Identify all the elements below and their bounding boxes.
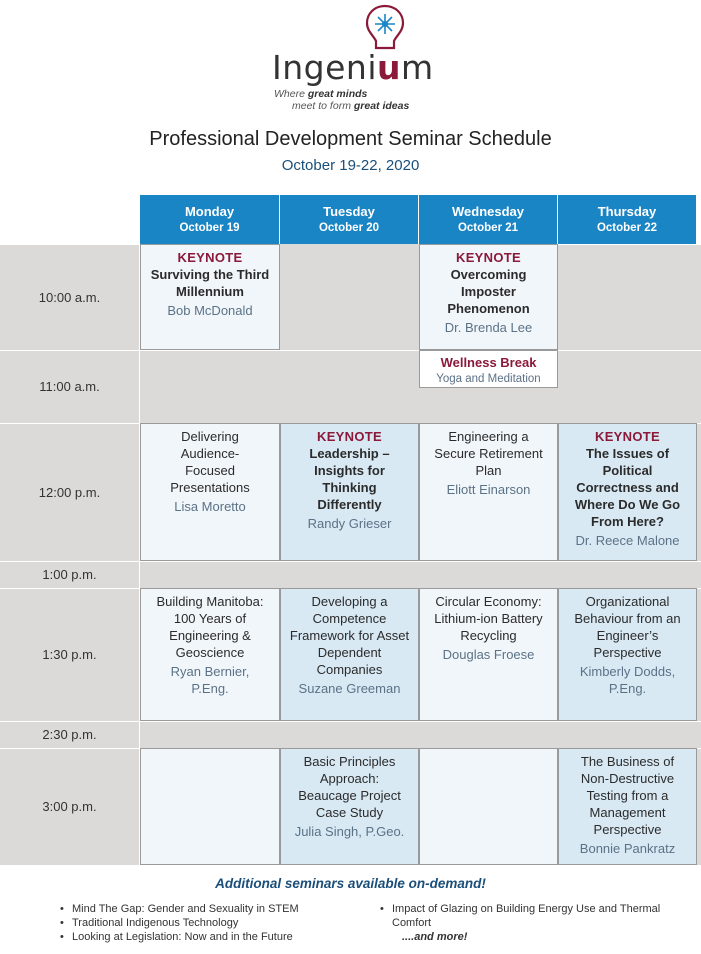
on-demand-list-left bbox=[58, 902, 358, 944]
on-demand-heading: Additional seminars available on-demand! bbox=[215, 876, 486, 891]
session-title: The Issues of Political Correctness and Where Do We Go From Here? bbox=[574, 446, 681, 529]
session-title: Overcoming Imposter Phenomenon bbox=[447, 267, 530, 316]
session-speaker: Ryan Bernier, P.Eng. bbox=[170, 664, 250, 696]
time-label: 1:30 p.m. bbox=[0, 588, 140, 721]
wellness-break-cell bbox=[419, 350, 558, 388]
brand-wordmark: Ingenium bbox=[272, 48, 434, 87]
session-cell-tuesday-12pm bbox=[280, 423, 419, 561]
session-cell-wednesday-130pm bbox=[419, 588, 558, 721]
time-label: 10:00 a.m. bbox=[0, 244, 140, 350]
session-title: The Business of Non-Destructive Testing from a Management Perspective bbox=[580, 754, 675, 837]
session-title: Engineering a Secure Retirement Plan bbox=[434, 429, 543, 478]
session-title: Delivering Audience-Focused Presentations bbox=[170, 429, 250, 495]
session-speaker: Dr. Brenda Lee bbox=[444, 320, 533, 335]
list-item: • Mind The Gap: Gender and Sexuality in STEM bbox=[58, 902, 358, 916]
wellness-subtitle: Yoga and Meditation bbox=[436, 373, 541, 385]
session-speaker: Bonnie Pankratz bbox=[579, 841, 676, 856]
session-title: Basic Principles Approach: Beaucage Project Case Study bbox=[298, 754, 401, 820]
on-demand-list-right bbox=[378, 902, 678, 944]
empty-cell bbox=[419, 748, 558, 865]
session-cell-thursday-12pm bbox=[558, 423, 697, 561]
page-subtitle: October 19-22, 2020 bbox=[281, 157, 420, 174]
session-speaker: Suzane Greeman bbox=[298, 681, 401, 696]
day-header-monday: Monday October 19 bbox=[140, 195, 280, 244]
page-title: Professional Development Seminar Schedule bbox=[149, 128, 552, 150]
session-cell-monday-12pm bbox=[140, 423, 280, 561]
session-speaker: Dr. Reece Malone bbox=[575, 533, 680, 548]
keynote-label: KEYNOTE bbox=[317, 429, 382, 444]
keynote-label: KEYNOTE bbox=[456, 250, 521, 265]
session-title: Circular Economy: Lithium-ion Battery Recycling bbox=[434, 594, 543, 643]
list-item: • Impact of Glazing on Building Energy Use and Thermal Comfort bbox=[378, 902, 678, 930]
day-header-thursday: Thursday October 22 bbox=[558, 195, 697, 244]
empty-cell bbox=[280, 244, 419, 350]
session-cell-tuesday-3pm bbox=[280, 748, 419, 865]
time-label: 11:00 a.m. bbox=[0, 350, 140, 423]
session-speaker: Bob McDonald bbox=[167, 303, 253, 318]
session-cell-tuesday-130pm bbox=[280, 588, 419, 721]
session-speaker: Eliott Einarson bbox=[446, 482, 531, 497]
time-label: 2:30 p.m. bbox=[0, 721, 140, 748]
session-cell-thursday-3pm bbox=[558, 748, 697, 865]
session-title: Building Manitoba: 100 Years of Engineering & Geoscience bbox=[156, 594, 264, 660]
day-header-wednesday: Wednesday October 21 bbox=[419, 195, 558, 244]
session-speaker: Douglas Froese bbox=[442, 647, 535, 662]
session-title: Developing a Competence Framework for Asset Dependent Companies bbox=[289, 594, 410, 677]
session-cell-monday-10am bbox=[140, 244, 280, 350]
keynote-label: KEYNOTE bbox=[177, 250, 243, 265]
time-label: 12:00 p.m. bbox=[0, 423, 140, 561]
list-item: • Traditional Indigenous Technology bbox=[58, 916, 358, 930]
session-speaker: Julia Singh, P.Geo. bbox=[294, 824, 405, 839]
brand-tagline: Where great minds meet to form great ideas bbox=[274, 88, 410, 112]
session-cell-wednesday-12pm bbox=[419, 423, 558, 561]
session-title: Organizational Behaviour from an Engineer’s Perspective bbox=[574, 594, 681, 660]
ingenium-logo bbox=[270, 4, 440, 116]
more-note: ....and more! bbox=[402, 931, 468, 943]
session-cell-wednesday-10am bbox=[419, 244, 558, 350]
keynote-label: KEYNOTE bbox=[595, 429, 660, 444]
session-cell-monday-130pm bbox=[140, 588, 280, 721]
wellness-title: Wellness Break bbox=[440, 355, 537, 370]
day-header-tuesday: Tuesday October 20 bbox=[280, 195, 419, 244]
session-speaker: Kimberly Dodds, P.Eng. bbox=[579, 664, 676, 696]
schedule-grid bbox=[0, 195, 701, 865]
session-title: Leadership – Insights for Thinking Differently bbox=[309, 446, 390, 512]
session-speaker: Lisa Moretto bbox=[174, 499, 246, 514]
empty-cell bbox=[140, 748, 280, 865]
time-label: 1:00 p.m. bbox=[0, 561, 140, 588]
list-item: • Looking at Legislation: Now and in the Future bbox=[58, 930, 358, 944]
time-label: 3:00 p.m. bbox=[0, 748, 140, 865]
session-speaker: Randy Grieser bbox=[307, 516, 392, 531]
session-title: Surviving the Third Millennium bbox=[150, 267, 270, 299]
session-cell-thursday-130pm bbox=[558, 588, 697, 721]
